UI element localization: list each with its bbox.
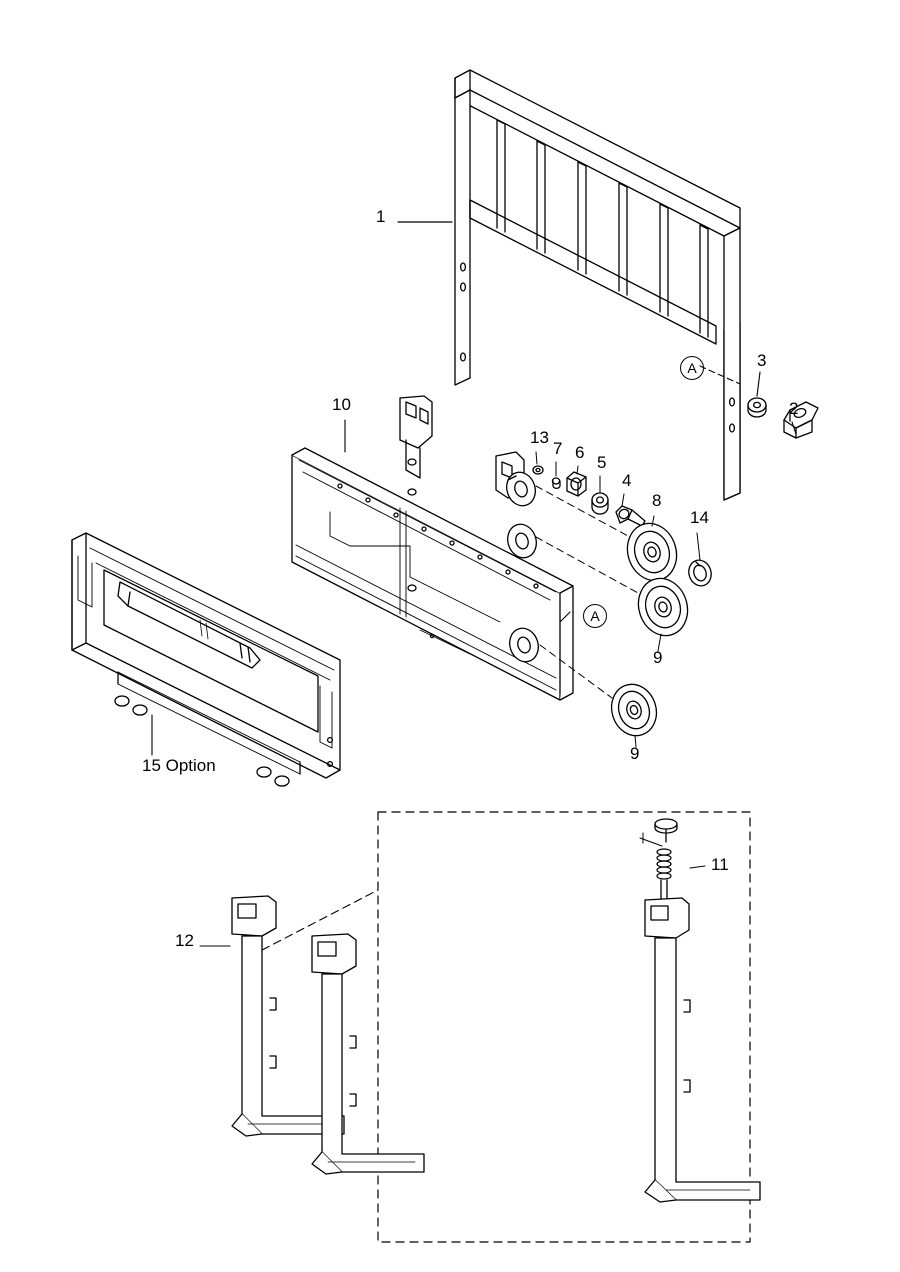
callout-11: 11 xyxy=(711,855,729,874)
callout-8: 8 xyxy=(652,491,662,510)
callout-1: 1 xyxy=(376,207,386,226)
part-7-pin xyxy=(552,478,560,488)
callout-7: 7 xyxy=(553,439,563,458)
part-1-load-backrest xyxy=(455,70,740,500)
callout-2: 2 xyxy=(789,399,799,418)
leader-14 xyxy=(697,533,700,560)
part-11-lock-pin xyxy=(640,819,677,905)
leader-11 xyxy=(690,866,705,868)
callout-13: 13 xyxy=(530,428,549,447)
part-3-washer xyxy=(748,398,766,417)
callout-15-option: 15 Option xyxy=(142,756,216,775)
callout-3: 3 xyxy=(757,351,767,370)
part-9b-roller xyxy=(605,678,663,741)
part-5-bushing xyxy=(592,493,608,514)
leader-3 xyxy=(757,372,760,396)
leader-ref-a-mid xyxy=(560,612,570,622)
part-15-option-assembly xyxy=(72,533,340,786)
part-13-snapring xyxy=(533,466,543,474)
leader-6 xyxy=(577,466,578,474)
part-4-bolt xyxy=(616,506,645,526)
callout-5: 5 xyxy=(597,453,607,472)
callout-10: 10 xyxy=(332,395,351,414)
part-6-spacer xyxy=(567,472,586,496)
part-14-snapring xyxy=(686,557,715,589)
callout-6: 6 xyxy=(575,443,585,462)
callout-14: 14 xyxy=(690,508,709,527)
callout-12: 12 xyxy=(175,931,194,950)
leader-13 xyxy=(536,452,537,464)
part-8-roller xyxy=(620,517,684,587)
fork-in-option-box xyxy=(645,898,760,1202)
reference-mark-a-middle: A xyxy=(583,604,607,628)
part-9a-roller xyxy=(631,572,695,642)
part-12-forks xyxy=(232,896,424,1174)
leader-4 xyxy=(622,494,624,506)
option-group-box xyxy=(378,812,750,1242)
callout-9-upper: 9 xyxy=(653,648,663,667)
callout-4: 4 xyxy=(622,471,632,490)
reference-mark-a-top: A xyxy=(680,356,704,380)
callout-9-lower: 9 xyxy=(630,744,640,763)
